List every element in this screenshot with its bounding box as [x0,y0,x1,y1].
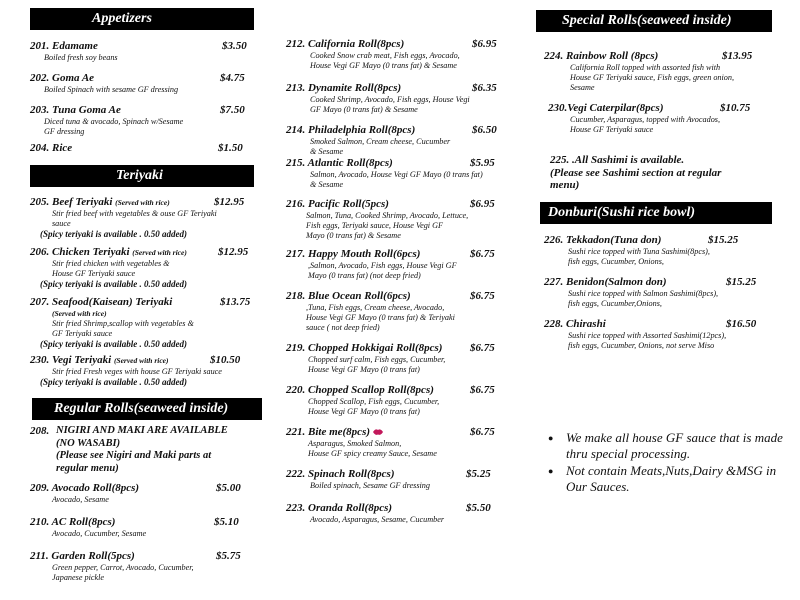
menu-item-212: 212. California Roll(8pcs) $6.95 Cooked Snow crab meat, Fish eggs, Avocado, House Vegi GF Mayo (0 trans fat) & Sesame [286,38,497,70]
menu-item-214: 214. Philadelphia Roll(8pcs) $6.50 Smoked Salmon, Cream cheese, Cucumber & Sesame [286,124,497,156]
bullet-note: ● Not contain Meats,Nuts,Dairy &MSG in Our Sauces. [548,463,788,495]
item-title: 205. Beef Teriyaki [30,196,113,208]
bullet-note: ● We make all house GF sauce that is made thru special processing. [548,430,788,462]
section-header-regular-rolls: Regular Rolls(seaweed inside) [32,398,262,420]
menu-item-220: 220. Chopped Scallop Roll(8pcs) $6.75 Chopped Scallop, Fish eggs, Cucumber, House Vegi GF Mayo (0 trans fat) [286,384,495,416]
menu-item-217: 217. Happy Mouth Roll(6pcs) $6.75 ,Salmon, Avocado, Fish eggs, House Vegi GF Mayo (0 trans fat) (not deep fried) [286,248,495,280]
item-title: 230. Vegi Teriyaki [30,354,112,366]
menu-item-216: 216. Pacific Roll(5pcs) $6.95 Salmon, Tuna, Cooked Shrimp, Avocado, Lettuce, Fish eggs, Teriyaki sauce, House Vegi GF Mayo (0 trans fat) & Sesame [286,198,495,240]
menu-item-213: 213. Dynamite Roll(8pcs) $6.35 Cooked Shrimp, Avocado, Fish eggs, House Vegi GF Mayo (0 trans fat) & Sesame [286,82,497,114]
menu-item-221: 221. Bite me(8pcs) $6.75 Asparagus, Smoked Salmon, House GF spicy creamy Sauce, Sesame [286,426,495,458]
menu-item-210: 210. AC Roll(8pcs) $5.10 Avocado, Cucumber, Sesame [30,516,239,538]
menu-item-203: 203. Tuna Goma Ae $7.50 Diced tuna & avocado, Spinach w/Sesame GF dressing [30,104,245,136]
section-header-special-rolls: Special Rolls(seaweed inside) [536,10,772,32]
section-header-appetizers: Appetizers [30,8,254,30]
menu-item-223: 223. Oranda Roll(8pcs) $5.50 Avocado, Asparagus, Sesame, Cucumber [286,502,491,524]
menu-item-219: 219. Chopped Hokkigai Roll(8pcs) $6.75 Chopped surf calm, Fish eggs, Cucumber, House Vegi GF Mayo (0 trans fat) [286,342,495,374]
item-sub: (Served with rice) [115,198,170,207]
menu-item-215: 215. Atlantic Roll(8pcs) $5.95 Salmon, Avocado, House Vegi GF Mayo (0 trans fat) & Sesame [286,157,495,189]
sashimi-note: 225. .All Sashimi is available. (Please see Sashimi section at regular menu) [550,154,722,191]
item-title: 221. Bite me(8pcs) [286,426,371,438]
menu-item-205: 205. Beef Teriyaki (Served with rice) $12.95 Stir fried beef with vegetables & ouse GF Teriyaki sauce (Spicy teriyaki is available . 0.50 added) [30,196,245,239]
item-title: 206. Chicken Teriyaki [30,246,130,258]
menu-item-209: 209. Avocado Roll(8pcs) $5.00 Avocado, Sesame [30,482,241,504]
menu-item-228: 228. Chirashi $16.50 Sushi rice topped with Assorted Sashimi(12pcs), fish eggs, Cucumber, Onions, not serve Miso [544,318,757,350]
item-sub: (Served with rice) [52,309,107,318]
sauce-notes [548,430,788,496]
menu-item-230-vegi-caterpilar: 230.Vegi Caterpilar(8pcs) $10.75 Cucumber, Asparagus, topped with Avocados, House GF Teriyaki sauce [548,102,751,134]
item-sub: (Served with rice) [132,248,187,257]
menu-item-211: 211. Garden Roll(5pcs) $5.75 Green pepper, Carrot, Avocado, Cucumber, Japanese pickle [30,550,241,582]
section-header-teriyaki: Teriyaki [30,165,254,187]
menu-item-224: 224. Rainbow Roll (8pcs) $13.95 California Roll topped with assorted fish with House GF Teriyaki sauce, Fish eggs, green onion, Sesame [544,50,753,92]
menu-item-207: 207. Seafood(Kaisean) Teriyaki $13.75 (Served with rice) Stir fried Shrimp,scallop with vegetables & GF Teriyaki sauce (Spicy teriyaki is available . 0.50 added) [30,296,251,349]
menu-item-227: 227. Benidon(Salmon don) $15.25 Sushi rice topped with Salmon Sashimi(8pcs), fish eggs, Cucumber,Onions, [544,276,757,308]
menu-item-206: 206. Chicken Teriyaki (Served with rice) $12.95 Stir fried chicken with vegetables & House GF Teriyaki sauce (Spicy teriyaki is available . 0.50 added) [30,246,249,289]
menu-item-201: 201. Edamame $3.50 Boiled fresh soy beans [30,40,247,62]
menu-item-222: 222. Spinach Roll(8pcs) $5.25 Boiled spinach, Sesame GF dressing [286,468,491,490]
menu-item-230-vegi-teriyaki: 230. Vegi Teriyaki (Served with rice) $10.50 Stir fried Fresh veges with house GF Teriyaki sauce (Spicy teriyaki is available . 0.50 added) [30,354,241,387]
menu-item-204: 204. Rice $1.50 [30,142,243,154]
lips-icon [373,428,383,436]
section-header-donburi: Donburi(Sushi rice bowl) [540,202,772,224]
menu-item-202: 202. Goma Ae $4.75 Boiled Spinach with sesame GF dressing [30,72,245,94]
menu-item-226: 226. Tekkadon(Tuna don) $15.25 Sushi rice topped with Tuna Sashimi(8pcs), fish eggs, Cucumber, Onions, [544,234,739,266]
item-sub: (Served with rice) [113,356,169,365]
menu-item-218: 218. Blue Ocean Roll(6pcs) $6.75 ,Tuna, Fish eggs, Cream cheese, Avocado, House Vegi GF Mayo (0 trans fat) & Teriyaki sauce ( not deep fried) [286,290,495,332]
